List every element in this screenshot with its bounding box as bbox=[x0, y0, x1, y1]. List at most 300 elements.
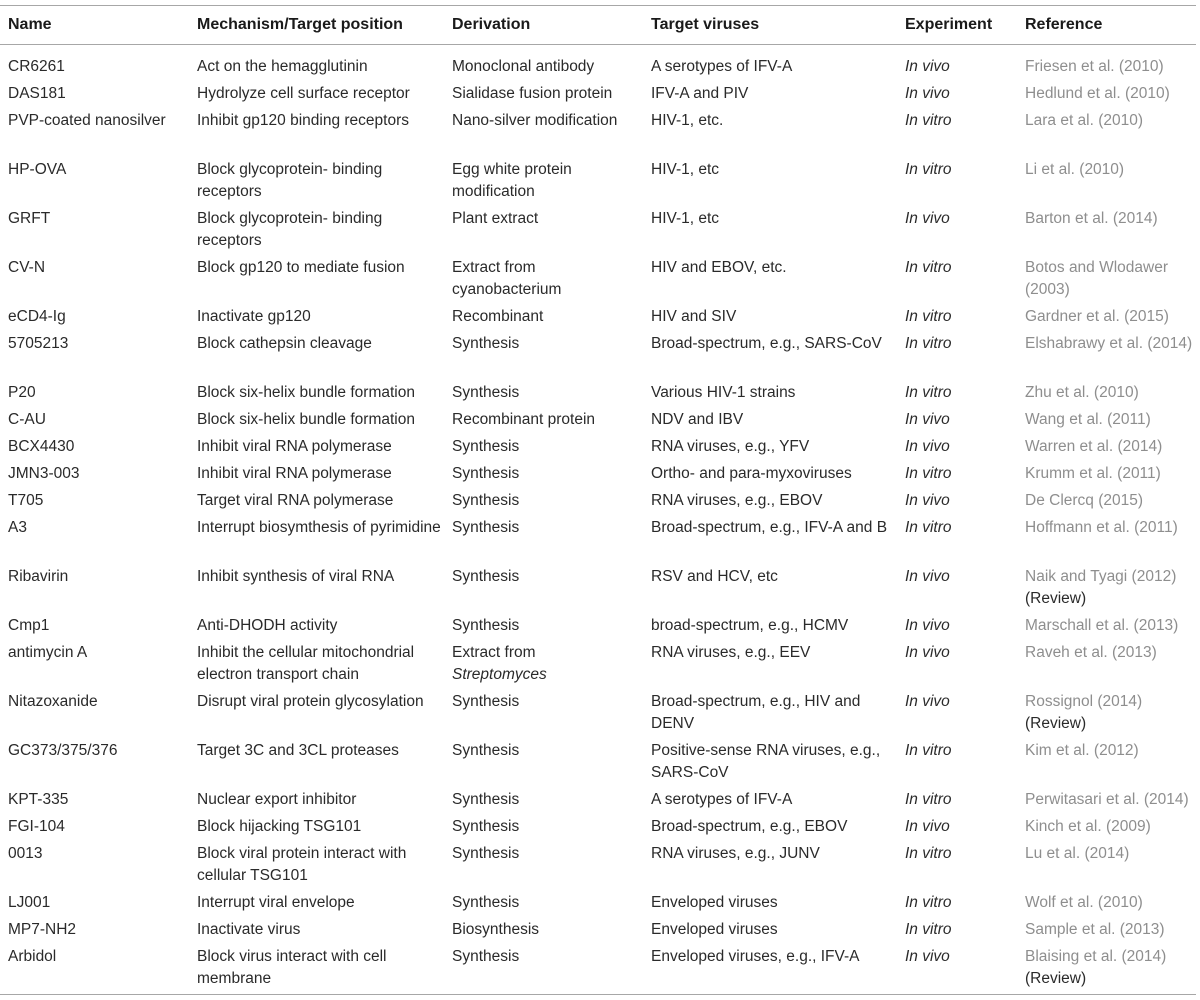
cell-target-viruses bbox=[651, 740, 901, 784]
cell-reference-text: Lu et al. (2014) bbox=[1025, 845, 1130, 862]
cell-experiment-text: In vivo bbox=[905, 58, 950, 75]
cell-reference bbox=[1025, 517, 1200, 539]
cell-experiment bbox=[905, 159, 1020, 181]
cell-name-text: 5705213 bbox=[8, 335, 69, 352]
cell-name-text: CR6261 bbox=[8, 58, 65, 75]
cell-target-viruses-text: RNA viruses, e.g., YFV bbox=[651, 438, 810, 455]
cell-derivation bbox=[452, 892, 647, 914]
cell-target-viruses-text: RNA viruses, e.g., EEV bbox=[651, 644, 811, 661]
cell-mechanism-text: Inhibit synthesis of viral RNA bbox=[197, 568, 395, 585]
cell-derivation bbox=[452, 740, 647, 762]
cell-mechanism bbox=[197, 436, 447, 458]
cell-reference-note: (Review) bbox=[1025, 970, 1087, 987]
cell-reference-text: Kinch et al. (2009) bbox=[1025, 818, 1151, 835]
cell-experiment bbox=[905, 208, 1020, 230]
cell-reference bbox=[1025, 56, 1200, 78]
cell-reference-text: Lara et al. (2010) bbox=[1025, 112, 1144, 129]
cell-name-text: JMN3-003 bbox=[8, 465, 80, 482]
cell-experiment bbox=[905, 789, 1020, 811]
cell-mechanism-text: Block glycoprotein- binding receptors bbox=[197, 210, 383, 249]
cell-name bbox=[8, 789, 193, 811]
cell-reference-text: Naik and Tyagi (2012) bbox=[1025, 568, 1177, 585]
cell-derivation-text: Monoclonal antibody bbox=[452, 58, 595, 75]
cell-derivation bbox=[452, 382, 647, 404]
cell-derivation bbox=[452, 816, 647, 838]
cell-derivation-text: Synthesis bbox=[452, 742, 520, 759]
cell-experiment bbox=[905, 333, 1020, 355]
cell-experiment bbox=[905, 409, 1020, 431]
cell-derivation-text: Recombinant protein bbox=[452, 411, 596, 428]
cell-mechanism-text: Block hijacking TSG101 bbox=[197, 818, 362, 835]
cell-experiment-text: In vivo bbox=[905, 818, 950, 835]
cell-mechanism bbox=[197, 382, 447, 404]
cell-mechanism-text: Inhibit the cellular mitochondrial electron transport chain bbox=[197, 644, 415, 683]
cell-target-viruses-text: Enveloped viruses bbox=[651, 894, 778, 911]
cell-experiment bbox=[905, 110, 1020, 132]
cell-target-viruses-text: HIV and SIV bbox=[651, 308, 737, 325]
cell-mechanism bbox=[197, 919, 447, 941]
cell-reference bbox=[1025, 892, 1200, 914]
cell-experiment-text: In vivo bbox=[905, 411, 950, 428]
cell-mechanism bbox=[197, 333, 447, 355]
cell-derivation bbox=[452, 490, 647, 512]
cell-target-viruses bbox=[651, 159, 901, 181]
cell-experiment-text: In vitro bbox=[905, 259, 952, 276]
cell-name-text: P20 bbox=[8, 384, 36, 401]
cell-target-viruses bbox=[651, 409, 901, 431]
cell-reference-text: Hoffmann et al. (2011) bbox=[1025, 519, 1178, 536]
cell-name-text: GRFT bbox=[8, 210, 51, 227]
cell-mechanism bbox=[197, 159, 447, 203]
cell-reference-text: Li et al. (2010) bbox=[1025, 161, 1125, 178]
cell-reference-text: Perwitasari et al. (2014) bbox=[1025, 791, 1189, 808]
cell-experiment bbox=[905, 615, 1020, 637]
cell-target-viruses bbox=[651, 490, 901, 512]
cell-derivation-text: Nano-silver modification bbox=[452, 112, 618, 129]
cell-mechanism bbox=[197, 490, 447, 512]
cell-target-viruses bbox=[651, 306, 901, 328]
cell-name bbox=[8, 463, 193, 485]
cell-experiment-text: In vitro bbox=[905, 791, 952, 808]
cell-reference-text: Raveh et al. (2013) bbox=[1025, 644, 1157, 661]
cell-reference bbox=[1025, 382, 1200, 404]
cell-experiment-text: In vivo bbox=[905, 617, 950, 634]
cell-target-viruses-text: RNA viruses, e.g., JUNV bbox=[651, 845, 820, 862]
cell-mechanism-text: Anti-DHODH activity bbox=[197, 617, 338, 634]
cell-derivation bbox=[452, 159, 647, 203]
cell-derivation-text: Synthesis bbox=[452, 894, 520, 911]
cell-name bbox=[8, 208, 193, 230]
cell-mechanism-text: Hydrolyze cell surface receptor bbox=[197, 85, 410, 102]
cell-experiment bbox=[905, 306, 1020, 328]
cell-target-viruses-text: Various HIV-1 strains bbox=[651, 384, 796, 401]
cell-experiment-text: In vivo bbox=[905, 568, 950, 585]
cell-derivation-text: Synthesis bbox=[452, 568, 520, 585]
cell-mechanism bbox=[197, 306, 447, 328]
cell-reference bbox=[1025, 83, 1200, 105]
cell-experiment bbox=[905, 436, 1020, 458]
cell-reference bbox=[1025, 789, 1200, 811]
cell-name bbox=[8, 83, 193, 105]
cell-mechanism bbox=[197, 56, 447, 78]
cell-reference-text: Wang et al. (2011) bbox=[1025, 411, 1151, 428]
cell-mechanism bbox=[197, 566, 447, 588]
cell-target-viruses bbox=[651, 566, 901, 588]
cell-target-viruses-text: Broad-spectrum, e.g., IFV-A and B bbox=[651, 519, 888, 536]
cell-experiment-text: In vitro bbox=[905, 384, 952, 401]
cell-experiment bbox=[905, 946, 1020, 968]
cell-name-text: MP7-NH2 bbox=[8, 921, 77, 938]
cell-mechanism-text: Act on the hemagglutinin bbox=[197, 58, 368, 75]
bottom-rule bbox=[0, 994, 1196, 995]
cell-target-viruses-text: HIV-1, etc bbox=[651, 161, 720, 178]
cell-target-viruses-text: RNA viruses, e.g., EBOV bbox=[651, 492, 823, 509]
cell-reference bbox=[1025, 843, 1200, 865]
cell-name-text: Ribavirin bbox=[8, 568, 69, 585]
cell-reference-text: Hedlund et al. (2010) bbox=[1025, 85, 1170, 102]
header-rule bbox=[0, 44, 1196, 45]
cell-mechanism bbox=[197, 517, 447, 539]
cell-reference bbox=[1025, 333, 1200, 355]
cell-target-viruses-text: Positive-sense RNA viruses, e.g., SARS-CoV bbox=[651, 742, 881, 781]
cell-mechanism-text: Block six-helix bundle formation bbox=[197, 384, 415, 401]
cell-reference bbox=[1025, 642, 1200, 664]
cell-derivation-text: Synthesis bbox=[452, 791, 520, 808]
cell-derivation-text: Egg white protein modification bbox=[452, 161, 572, 200]
cell-name bbox=[8, 56, 193, 78]
cell-mechanism bbox=[197, 789, 447, 811]
cell-name-text: BCX4430 bbox=[8, 438, 75, 455]
cell-derivation bbox=[452, 56, 647, 78]
cell-name bbox=[8, 919, 193, 941]
cell-target-viruses bbox=[651, 615, 901, 637]
cell-derivation-text: Synthesis bbox=[452, 519, 520, 536]
cell-derivation bbox=[452, 789, 647, 811]
cell-name-text: eCD4-Ig bbox=[8, 308, 66, 325]
cell-experiment-text: In vitro bbox=[905, 921, 952, 938]
cell-reference-text: Warren et al. (2014) bbox=[1025, 438, 1163, 455]
cell-derivation-text: Extract from cyanobacterium bbox=[452, 259, 562, 298]
cell-name-text: CV-N bbox=[8, 259, 46, 276]
cell-target-viruses bbox=[651, 110, 901, 132]
cell-derivation-italic: Streptomyces bbox=[452, 666, 547, 683]
cell-target-viruses-text: Ortho- and para-myxoviruses bbox=[651, 465, 852, 482]
cell-derivation-text: Biosynthesis bbox=[452, 921, 540, 938]
cell-target-viruses-text: Broad-spectrum, e.g., EBOV bbox=[651, 818, 848, 835]
cell-name bbox=[8, 333, 193, 355]
cell-target-viruses-text: HIV-1, etc bbox=[651, 210, 720, 227]
cell-mechanism-text: Nuclear export inhibitor bbox=[197, 791, 357, 808]
cell-name-text: PVP-coated nanosilver bbox=[8, 112, 166, 129]
cell-derivation bbox=[452, 566, 647, 588]
cell-name-text: 0013 bbox=[8, 845, 43, 862]
cell-experiment-text: In vivo bbox=[905, 644, 950, 661]
cell-mechanism bbox=[197, 463, 447, 485]
cell-experiment-text: In vivo bbox=[905, 85, 950, 102]
cell-reference bbox=[1025, 257, 1200, 301]
cell-reference bbox=[1025, 946, 1200, 990]
cell-mechanism-text: Block viral protein interact with cellular TSG101 bbox=[197, 845, 407, 884]
cell-name bbox=[8, 566, 193, 588]
cell-target-viruses bbox=[651, 257, 901, 279]
cell-target-viruses bbox=[651, 691, 901, 735]
cell-derivation-text: Synthesis bbox=[452, 492, 520, 509]
cell-experiment bbox=[905, 490, 1020, 512]
cell-target-viruses bbox=[651, 816, 901, 838]
cell-target-viruses bbox=[651, 83, 901, 105]
cell-derivation-text: Plant extract bbox=[452, 210, 539, 227]
cell-derivation bbox=[452, 691, 647, 713]
cell-derivation bbox=[452, 83, 647, 105]
cell-mechanism bbox=[197, 615, 447, 637]
cell-target-viruses bbox=[651, 382, 901, 404]
cell-derivation-text: Synthesis bbox=[452, 384, 520, 401]
cell-experiment-text: In vitro bbox=[905, 308, 952, 325]
cell-mechanism bbox=[197, 208, 447, 252]
cell-derivation-text: Synthesis bbox=[452, 465, 520, 482]
cell-target-viruses-text: Broad-spectrum, e.g., HIV and DENV bbox=[651, 693, 861, 732]
cell-reference bbox=[1025, 615, 1200, 637]
cell-reference bbox=[1025, 919, 1200, 941]
cell-name-text: antimycin A bbox=[8, 644, 88, 661]
cell-name bbox=[8, 517, 193, 539]
cell-name bbox=[8, 615, 193, 637]
cell-mechanism bbox=[197, 843, 447, 887]
cell-derivation bbox=[452, 946, 647, 968]
cell-name-text: C-AU bbox=[8, 411, 46, 428]
cell-experiment-text: In vivo bbox=[905, 948, 950, 965]
cell-reference-note: (Review) bbox=[1025, 590, 1087, 607]
cell-target-viruses-text: NDV and IBV bbox=[651, 411, 744, 428]
cell-derivation bbox=[452, 642, 647, 686]
cell-reference bbox=[1025, 208, 1200, 230]
cell-mechanism-text: Interrupt viral envelope bbox=[197, 894, 355, 911]
cell-experiment-text: In vitro bbox=[905, 894, 952, 911]
cell-reference-text: Barton et al. (2014) bbox=[1025, 210, 1158, 227]
top-rule bbox=[0, 5, 1196, 6]
cell-derivation-text: Synthesis bbox=[452, 438, 520, 455]
cell-experiment bbox=[905, 816, 1020, 838]
cell-experiment bbox=[905, 892, 1020, 914]
cell-experiment-text: In vitro bbox=[905, 335, 952, 352]
cell-mechanism-text: Inhibit viral RNA polymerase bbox=[197, 465, 392, 482]
cell-mechanism-text: Inhibit gp120 binding receptors bbox=[197, 112, 409, 129]
cell-target-viruses bbox=[651, 436, 901, 458]
cell-mechanism-text: Block glycoprotein- binding receptors bbox=[197, 161, 383, 200]
cell-name bbox=[8, 382, 193, 404]
cell-experiment bbox=[905, 257, 1020, 279]
header-mechanism: Mechanism/Target position bbox=[197, 16, 403, 33]
cell-name bbox=[8, 946, 193, 968]
cell-experiment-text: In vitro bbox=[905, 112, 952, 129]
cell-experiment-text: In vitro bbox=[905, 742, 952, 759]
cell-reference bbox=[1025, 566, 1200, 610]
cell-mechanism bbox=[197, 642, 447, 686]
cell-mechanism bbox=[197, 946, 447, 990]
cell-target-viruses bbox=[651, 517, 901, 539]
header-name: Name bbox=[8, 16, 52, 33]
cell-derivation-text: Synthesis bbox=[452, 693, 520, 710]
cell-mechanism-text: Block gp120 to mediate fusion bbox=[197, 259, 405, 276]
cell-target-viruses-text: Broad-spectrum, e.g., SARS-CoV bbox=[651, 335, 882, 352]
header-target-viruses: Target viruses bbox=[651, 16, 760, 33]
cell-mechanism-text: Block six-helix bundle formation bbox=[197, 411, 415, 428]
cell-reference-text: Blaising et al. (2014) bbox=[1025, 948, 1167, 965]
cell-experiment bbox=[905, 740, 1020, 762]
cell-reference bbox=[1025, 409, 1200, 431]
cell-derivation-text: Synthesis bbox=[452, 948, 520, 965]
cell-name bbox=[8, 409, 193, 431]
cell-reference-text: Elshabrawy et al. (2014) bbox=[1025, 335, 1193, 352]
cell-mechanism-text: Block virus interact with cell membrane bbox=[197, 948, 387, 987]
cell-derivation bbox=[452, 615, 647, 637]
cell-derivation-text: Sialidase fusion protein bbox=[452, 85, 613, 102]
cell-experiment bbox=[905, 56, 1020, 78]
cell-mechanism-text: Target 3C and 3CL proteases bbox=[197, 742, 399, 759]
cell-experiment bbox=[905, 919, 1020, 941]
cell-mechanism-text: Inhibit viral RNA polymerase bbox=[197, 438, 392, 455]
cell-reference-text: De Clercq (2015) bbox=[1025, 492, 1144, 509]
cell-target-viruses bbox=[651, 642, 901, 664]
cell-name bbox=[8, 490, 193, 512]
cell-experiment bbox=[905, 843, 1020, 865]
cell-experiment bbox=[905, 463, 1020, 485]
cell-mechanism bbox=[197, 816, 447, 838]
cell-derivation bbox=[452, 110, 647, 132]
cell-name-text: DAS181 bbox=[8, 85, 66, 102]
cell-mechanism-text: Target viral RNA polymerase bbox=[197, 492, 394, 509]
cell-target-viruses bbox=[651, 892, 901, 914]
cell-reference-text: Krumm et al. (2011) bbox=[1025, 465, 1161, 482]
cell-reference bbox=[1025, 110, 1200, 132]
cell-target-viruses bbox=[651, 463, 901, 485]
cell-reference bbox=[1025, 436, 1200, 458]
table-header bbox=[0, 8, 1200, 44]
cell-target-viruses bbox=[651, 919, 901, 941]
cell-name-text: Nitazoxanide bbox=[8, 693, 98, 710]
cell-name-text: KPT-335 bbox=[8, 791, 69, 808]
cell-name-text: LJ001 bbox=[8, 894, 51, 911]
cell-experiment-text: In vitro bbox=[905, 519, 952, 536]
cell-derivation bbox=[452, 208, 647, 230]
cell-name-text: T705 bbox=[8, 492, 44, 509]
cell-experiment bbox=[905, 691, 1020, 713]
cell-derivation bbox=[452, 517, 647, 539]
cell-mechanism bbox=[197, 110, 447, 132]
cell-reference-note: (Review) bbox=[1025, 715, 1087, 732]
cell-mechanism bbox=[197, 740, 447, 762]
cell-target-viruses-text: Enveloped viruses bbox=[651, 921, 778, 938]
cell-experiment bbox=[905, 566, 1020, 588]
cell-reference bbox=[1025, 490, 1200, 512]
cell-mechanism bbox=[197, 83, 447, 105]
cell-experiment-text: In vivo bbox=[905, 438, 950, 455]
cell-experiment bbox=[905, 382, 1020, 404]
cell-reference bbox=[1025, 740, 1200, 762]
cell-experiment bbox=[905, 517, 1020, 539]
cell-reference bbox=[1025, 306, 1200, 328]
cell-target-viruses-text: A serotypes of IFV-A bbox=[651, 58, 793, 75]
cell-mechanism-text: Disrupt viral protein glycosylation bbox=[197, 693, 424, 710]
cell-target-viruses-text: IFV-A and PIV bbox=[651, 85, 749, 102]
cell-derivation bbox=[452, 436, 647, 458]
cell-mechanism-text: Block cathepsin cleavage bbox=[197, 335, 372, 352]
cell-name bbox=[8, 642, 193, 664]
cell-reference-text: Sample et al. (2013) bbox=[1025, 921, 1165, 938]
cell-experiment-text: In vivo bbox=[905, 492, 950, 509]
cell-name bbox=[8, 843, 193, 865]
cell-mechanism-text: Interrupt biosymthesis of pyrimidine bbox=[197, 519, 441, 536]
cell-target-viruses bbox=[651, 843, 901, 865]
cell-derivation bbox=[452, 919, 647, 941]
cell-experiment-text: In vivo bbox=[905, 210, 950, 227]
cell-target-viruses bbox=[651, 208, 901, 230]
cell-name bbox=[8, 257, 193, 279]
cell-name bbox=[8, 892, 193, 914]
cell-mechanism bbox=[197, 691, 447, 713]
cell-target-viruses-text: RSV and HCV, etc bbox=[651, 568, 778, 585]
cell-derivation-text: Synthesis bbox=[452, 617, 520, 634]
cell-target-viruses-text: Enveloped viruses, e.g., IFV-A bbox=[651, 948, 860, 965]
cell-derivation-text: Synthesis bbox=[452, 818, 520, 835]
cell-derivation bbox=[452, 333, 647, 355]
cell-name-text: HP-OVA bbox=[8, 161, 67, 178]
cell-derivation bbox=[452, 409, 647, 431]
cell-name bbox=[8, 436, 193, 458]
cell-derivation bbox=[452, 257, 647, 301]
cell-name-text: FGI-104 bbox=[8, 818, 65, 835]
cell-name-text: Cmp1 bbox=[8, 617, 50, 634]
cell-name bbox=[8, 159, 193, 181]
cell-target-viruses bbox=[651, 333, 901, 355]
cell-derivation-text: Recombinant bbox=[452, 308, 544, 325]
cell-experiment-text: In vitro bbox=[905, 465, 952, 482]
cell-reference-text: Kim et al. (2012) bbox=[1025, 742, 1139, 759]
cell-reference bbox=[1025, 691, 1200, 735]
cell-derivation-text: Synthesis bbox=[452, 335, 520, 352]
cell-target-viruses-text: A serotypes of IFV-A bbox=[651, 791, 793, 808]
cell-mechanism-text: Inactivate virus bbox=[197, 921, 301, 938]
cell-target-viruses-text: broad-spectrum, e.g., HCMV bbox=[651, 617, 849, 634]
cell-derivation bbox=[452, 463, 647, 485]
cell-name bbox=[8, 691, 193, 713]
cell-experiment bbox=[905, 83, 1020, 105]
cell-reference bbox=[1025, 463, 1200, 485]
cell-name bbox=[8, 110, 193, 132]
cell-experiment-text: In vivo bbox=[905, 693, 950, 710]
cell-target-viruses-text: HIV and EBOV, etc. bbox=[651, 259, 787, 276]
cell-reference-text: Marschall et al. (2013) bbox=[1025, 617, 1179, 634]
cell-target-viruses bbox=[651, 789, 901, 811]
cell-mechanism-text: Inactivate gp120 bbox=[197, 308, 311, 325]
cell-name bbox=[8, 306, 193, 328]
header-derivation: Derivation bbox=[452, 16, 531, 33]
cell-reference-text: Zhu et al. (2010) bbox=[1025, 384, 1139, 401]
header-experiment: Experiment bbox=[905, 16, 993, 33]
cell-derivation bbox=[452, 843, 647, 865]
cell-derivation bbox=[452, 306, 647, 328]
cell-target-viruses bbox=[651, 946, 901, 968]
cell-experiment-text: In vitro bbox=[905, 845, 952, 862]
cell-target-viruses bbox=[651, 56, 901, 78]
cell-derivation-text: Synthesis bbox=[452, 845, 520, 862]
cell-mechanism bbox=[197, 892, 447, 914]
cell-name bbox=[8, 816, 193, 838]
cell-reference-text: Botos and Wlodawer (2003) bbox=[1025, 259, 1169, 298]
cell-derivation-text: Extract from bbox=[452, 644, 536, 661]
cell-reference-text: Friesen et al. (2010) bbox=[1025, 58, 1164, 75]
cell-reference bbox=[1025, 816, 1200, 838]
